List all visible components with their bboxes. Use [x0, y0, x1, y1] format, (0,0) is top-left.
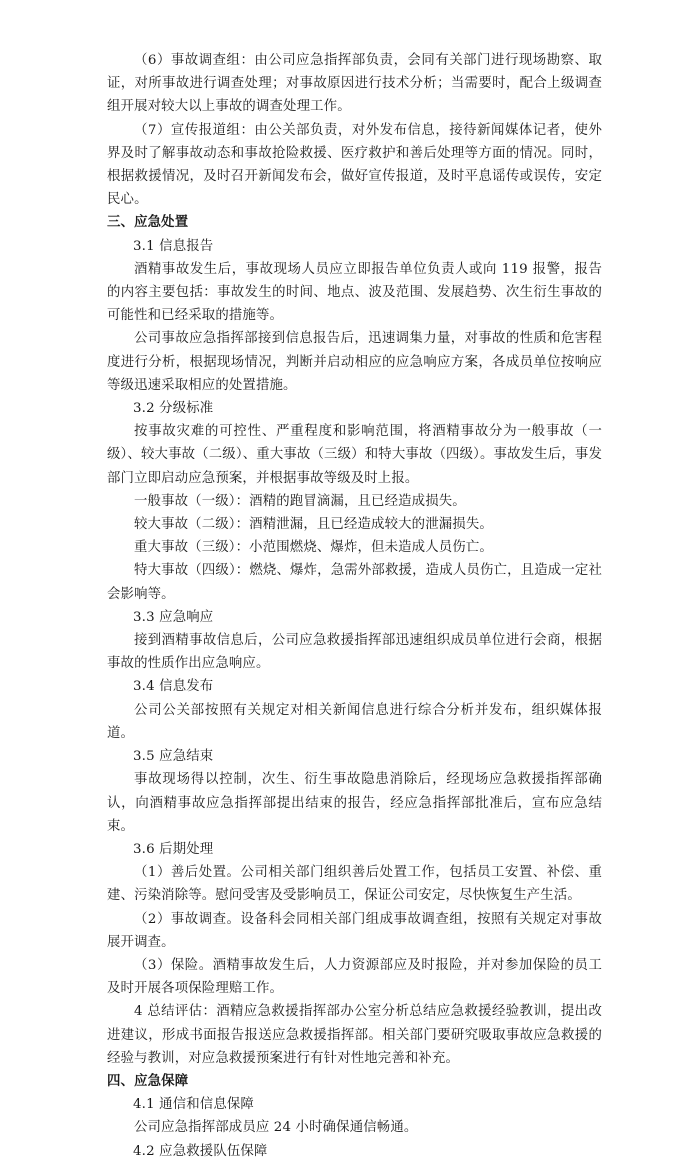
- paragraph-investigation: （2）事故调查。设备科会同相关部门组成事故调查组，按照有关规定对事故展开调查。: [107, 911, 602, 950]
- paragraph-level-1: 一般事故（一级）：酒精的跑冒滴漏，且已经造成损失。: [134, 493, 466, 509]
- paragraph-accident-investigation-team: （6）事故调查组：由公司应急指挥部负责，会同有关部门进行现场勘察、取证，对所事故进行调查处理；对事故原因进行技术分析；当需要时，配合上级调查组开展对较大以上事故的调查处理工作。: [107, 53, 602, 115]
- section-heading-emergency-response: 三、应急处置: [107, 214, 189, 231]
- paragraph-publicity-team: （7）宣传报道组：由公关部负责，对外发布信息，接待新闻媒体记者，使外界及时了解事故动态和事故抢险救援、医疗救护和善后处理等方面的情况。同时，根据救援情况，及时召开新闻发布会，做好宣传报道，及时平息谣传或误传，安定民心。: [107, 122, 602, 208]
- paragraph-command-response: 公司事故应急指挥部接到信息报告后，迅速调集力量，对事故的性质和危害程度进行分析，根据现场情况，判断并启动相应的应急响应方案，各成员单位按响应等级迅速采取相应的处置措施。: [107, 331, 602, 393]
- subheading-3-1: 3.1 信息报告: [133, 238, 214, 254]
- paragraph-info-release: 公司公关部按照有关规定对相关新闻信息进行综合分析并发布，组织媒体报道。: [107, 702, 602, 741]
- paragraph-aftermath: （1）善后处置。公司相关部门组织善后处置工作，包括员工安置、补偿、重建、污染消除等。慰问受害及受影响员工，保证公司安定，尽快恢复生产生活。: [107, 865, 602, 904]
- paragraph-communication: 公司应急指挥部成员应 24 小时确保通信畅通。: [134, 1120, 418, 1136]
- paragraph-level-3: 重大事故（三级）：小范围燃烧、爆炸，但未造成人员伤亡。: [134, 540, 493, 556]
- paragraph-grading-intro: 按事故灾难的可控性、严重程度和影响范围，将酒精事故分为一般事故（一级）、较大事故（二级）、重大事故（三级）和特大事故（四级）。事故发生后，事发部门立即启动应急预案，并根据事故等级及时上报。: [107, 424, 602, 486]
- paragraph-response: 接到酒精事故信息后，公司应急救援指挥部迅速组织成员单位进行会商，根据事故的性质作出应急响应。: [107, 633, 602, 672]
- paragraph-report-content: 酒精事故发生后，事故现场人员应立即报告单位负责人或向 119 报警，报告的内容主要包括：事故发生的时间、地点、波及范围、发展趋势、次生衍生事故的可能性和已经采取的措施等。: [107, 261, 602, 324]
- subheading-4-1: 4.1 通信和信息保障: [133, 1097, 254, 1113]
- paragraph-level-2: 较大事故（二级）：酒精泄漏，且已经造成较大的泄漏损失。: [134, 517, 493, 533]
- subheading-3-2: 3.2 分级标准: [133, 401, 214, 417]
- paragraph-insurance: （3）保险。酒精事故发生后，人力资源部应及时报险，并对参加保险的员工及时开展各项保险理赔工作。: [107, 957, 602, 997]
- paragraph-summary-evaluation: 4 总结评估：酒精应急救援指挥部办公室分析总结应急救援经验教训，提出改进建议，形成书面报告报送应急救援指挥部。相关部门要研究吸取事故应急救援的经验与教训，对应急救援预案进行有针对性地完善和补充。: [107, 1004, 602, 1066]
- subheading-3-4: 3.4 信息发布: [133, 679, 214, 695]
- subheading-3-5: 3.5 应急结束: [133, 749, 214, 765]
- paragraph-level-4: 特大事故（四级）：燃烧、爆炸，急需外部救援，造成人员伤亡，且造成一定社会影响等。: [107, 563, 602, 602]
- section-heading-emergency-support: 四、应急保障: [107, 1072, 189, 1089]
- subheading-4-2: 4.2 应急救援队伍保障: [133, 1143, 268, 1159]
- subheading-3-6: 3.6 后期处理: [133, 841, 214, 857]
- paragraph-emergency-end: 事故现场得以控制，次生、衍生事故隐患消除后，经现场应急救援指挥部确认，向酒精事故应急指挥部提出结束的报告，经应急指挥部批准后，宣布应急结束。: [107, 772, 602, 834]
- subheading-3-3: 3.3 应急响应: [133, 609, 214, 625]
